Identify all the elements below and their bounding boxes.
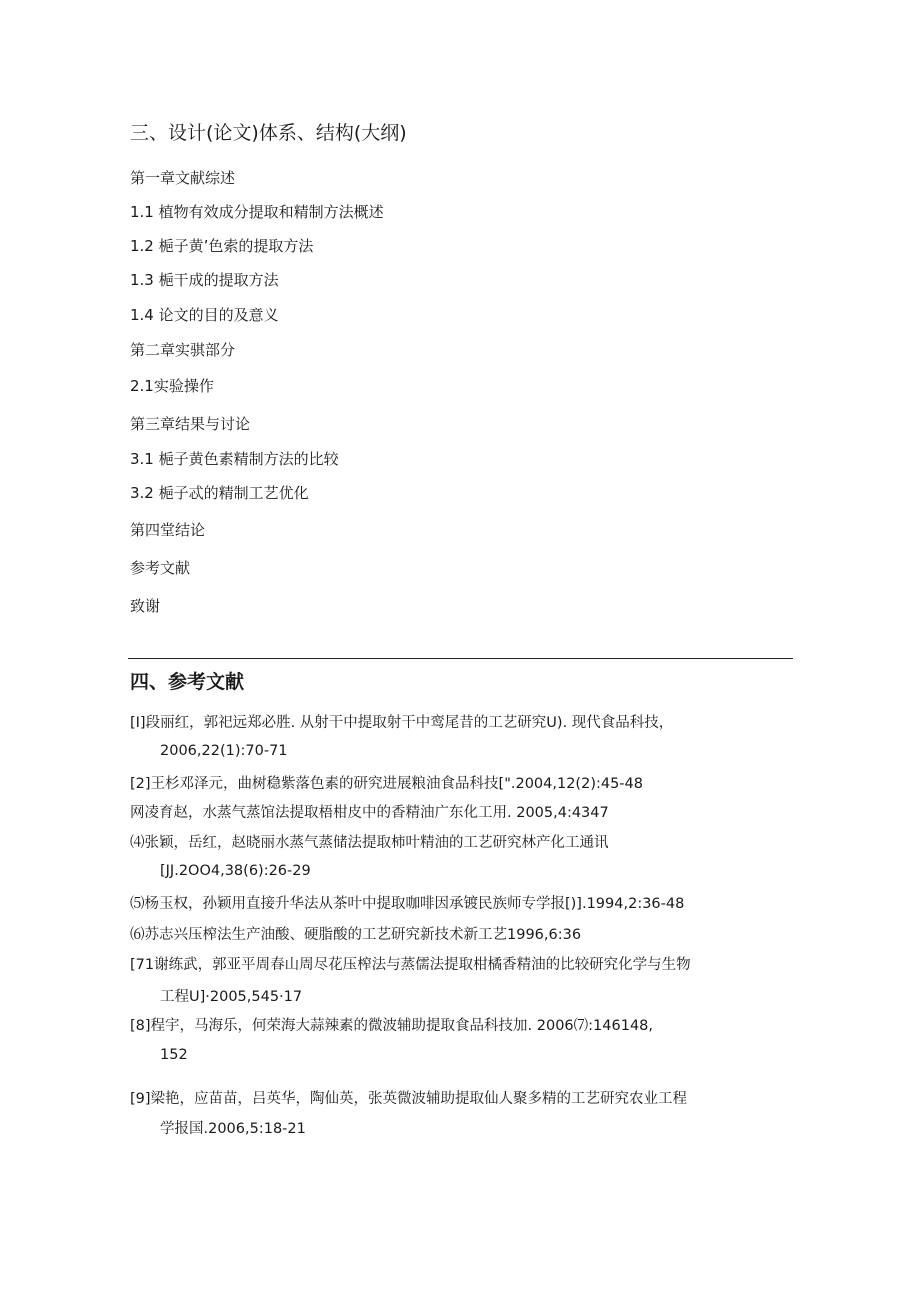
reference-line: 2006,22(1):70-71 bbox=[160, 743, 288, 759]
reference-line: 工程U]·2005,545·17 bbox=[160, 989, 303, 1005]
toc-item: 第四堂结论 bbox=[130, 521, 206, 539]
reference-line: ⑷张颖，岳红，赵晓丽水蒸气蒸储法提取柿叶精油的工艺研究林产化工通讯 bbox=[130, 835, 609, 851]
reference-line: 网凌育赵，水蒸气蒸馆法提取梧柑皮中的香精油广东化工用. 2005,4:4347 bbox=[130, 805, 609, 821]
toc-item: 参考文献 bbox=[130, 559, 191, 577]
reference-line: [I]段丽红，郭祀远郑必胜. 从射干中提取射干中鸾尾昔的工艺研究U). 现代食品科技， bbox=[130, 715, 674, 731]
references-heading: 四、参考文献 bbox=[130, 671, 245, 693]
reference-line: ⑸杨玉权，孙颖用直接升华法从茶叶中提取咖啡因承镀民族师专学报[)].1994,2:36-48 bbox=[130, 896, 685, 912]
reference-line: [JJ.2OO4,38(6):26-29 bbox=[160, 863, 311, 879]
reference-line: [9]梁艳，应苗苗，吕英华，陶仙英，张英微波辅助提取仙人聚多精的工艺研究农业工程 bbox=[130, 1091, 688, 1107]
outline-heading: 三、设计(论文)体系、结构(大纲) bbox=[130, 122, 407, 144]
toc-item: 1.3 梔干成的提取方法 bbox=[130, 271, 279, 289]
section-divider bbox=[128, 658, 793, 659]
reference-line: [71谢练武，郭亚平周春山周尽花压榨法与蒸儒法提取柑橘香精油的比较研究化学与生物 bbox=[130, 957, 691, 973]
reference-line: [2]王杉邓泽元，曲树稳紫落色素的研究进展粮油食品科技[".2004,12(2):45-48 bbox=[130, 776, 643, 792]
toc-item: 3.2 梔子忒的精制工艺优化 bbox=[130, 484, 309, 502]
toc-item: 第三章结果与讨论 bbox=[130, 415, 251, 433]
reference-line: [8]程宇，马海乐，何荣海大蒜辣素的微波辅助提取食品科技加. 2006⑺:146148, bbox=[130, 1018, 654, 1034]
toc-item: 1.4 论文的目的及意义 bbox=[130, 306, 279, 324]
reference-line: ⑹苏志兴压榨法生产油酸、硬脂酸的工艺研究新技术新工艺1996,6:36 bbox=[130, 927, 582, 943]
toc-item: 1.1 植物有效成分提取和精制方法概述 bbox=[130, 203, 384, 221]
toc-item: 1.2 梔子黄’色索的提取方法 bbox=[130, 237, 314, 255]
toc-item: 致谢 bbox=[130, 597, 161, 615]
toc-item: 3.1 梔子黄色素精制方法的比较 bbox=[130, 450, 339, 468]
toc-item: 第一章文献综述 bbox=[130, 169, 236, 187]
toc-item: 第二章实骐部分 bbox=[130, 341, 236, 359]
reference-line: 学报国.2006,5:18-21 bbox=[160, 1121, 306, 1137]
reference-line: 152 bbox=[160, 1047, 188, 1063]
toc-item: 2.1实验操作 bbox=[130, 377, 214, 395]
